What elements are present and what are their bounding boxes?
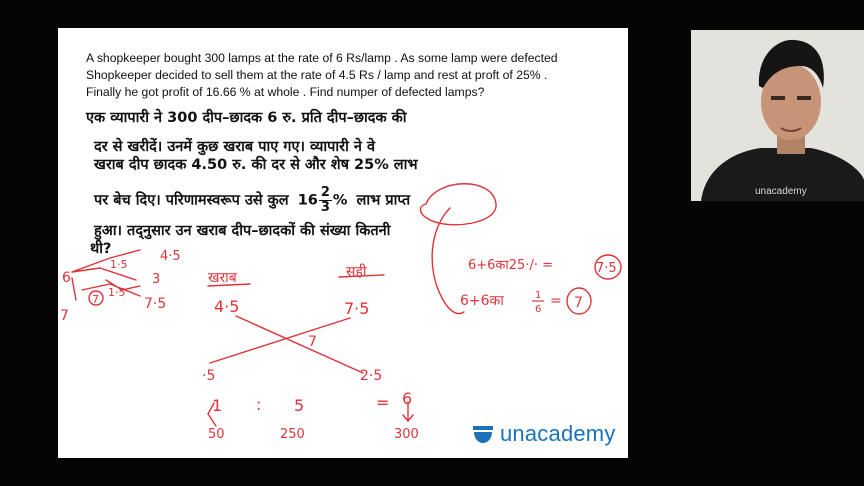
fraction-percent: %	[332, 192, 348, 209]
calc-fraction-denominator: 6	[535, 304, 542, 315]
ratio-right: 5	[294, 396, 305, 415]
count-total: 300	[394, 427, 419, 442]
tree-top-mid: 1·5	[110, 258, 128, 271]
ratio-colon: :	[256, 395, 262, 414]
hindi-line-4-text: पर बेच दिए। परिणामस्वरूप उसे कुल	[94, 192, 289, 209]
difference-right: 2·5	[360, 368, 383, 384]
difference-left: ·5	[202, 368, 216, 384]
cross-center-value: 7	[308, 334, 317, 350]
hindi-line-1: एक व्यापारी ने 300 दीप–छादक 6 रु. प्रति दीप–छादक की	[86, 110, 407, 126]
calc-answer-1: 7·5	[596, 261, 617, 276]
english-line-3: Finally he got profit of 16.66 % at whole . Find numper of defected lamps?	[86, 85, 485, 99]
tree-branches	[72, 250, 140, 300]
cross-line-1	[236, 316, 363, 373]
value-good: 7·5	[344, 299, 370, 318]
fraction-numerator: 2	[320, 185, 330, 200]
hindi-line-3: खराब दीप छादक 4.50 रु. की दर से और शेष 25% लाभ	[94, 157, 418, 173]
english-line-2: Shopkeeper decided to sell them at the rate of 4.5 Rs / lamp and rest at proft of 25% .	[86, 68, 548, 82]
tree-bottom-left: 7	[60, 308, 69, 324]
instructor-webcam	[691, 30, 864, 201]
calc-equals-2: =	[550, 293, 562, 309]
shirt-logo-text: unacademy	[755, 186, 807, 197]
calc-line-1: 6+6का25·/· =	[468, 258, 553, 273]
tree-bottom-mid: 1·5	[108, 286, 126, 299]
whiteboard-slide	[58, 28, 628, 458]
count-left: 50	[208, 427, 225, 442]
cross-line-2	[210, 318, 350, 363]
unacademy-logo-text: unacademy	[500, 421, 616, 446]
value-defective: 4·5	[214, 297, 240, 316]
tree-mid: 3	[152, 272, 161, 287]
hindi-line-4-end: लाभ प्राप्त	[356, 192, 411, 209]
hindi-line-5: हुआ। तद्नुसार उन खराब दीप–छादकों की संख्या कितनी	[94, 223, 391, 239]
handwritten-annotations	[58, 28, 628, 458]
tree-root: 6	[62, 270, 71, 286]
instructor-video-frame	[691, 30, 864, 201]
hindi-line-2: दर से खरीदें। उनमें कुछ खराब पाए गए। व्यापारी ने वे	[94, 139, 376, 155]
ratio-equals: =	[376, 393, 390, 412]
calc-answer-2: 7	[574, 295, 583, 311]
tree-top-right: 4·5	[160, 249, 181, 264]
english-line-1: A shopkeeper bought 300 lamps at the rate of 6 Rs/lamp . As some lamp were defected	[86, 51, 558, 65]
label-defective: खराब	[208, 270, 237, 286]
calc-fraction-numerator: 1	[535, 290, 542, 301]
label-good: सही	[346, 264, 367, 280]
fraction-denominator: 3	[320, 200, 330, 215]
fraction-circle	[420, 184, 496, 225]
tree-bottom-right: 7·5	[144, 296, 167, 312]
ratio-total: 6	[402, 389, 413, 408]
fraction-whole: 16	[297, 192, 318, 209]
tree-circled-value: 7	[92, 293, 99, 306]
count-right: 250	[280, 427, 305, 442]
calc-line-2: 6+6का	[460, 293, 504, 309]
unacademy-logo	[472, 421, 616, 447]
hindi-line-6: थी?	[90, 241, 112, 257]
unacademy-logo-icon	[472, 423, 494, 445]
ratio-left: 1	[212, 396, 223, 415]
